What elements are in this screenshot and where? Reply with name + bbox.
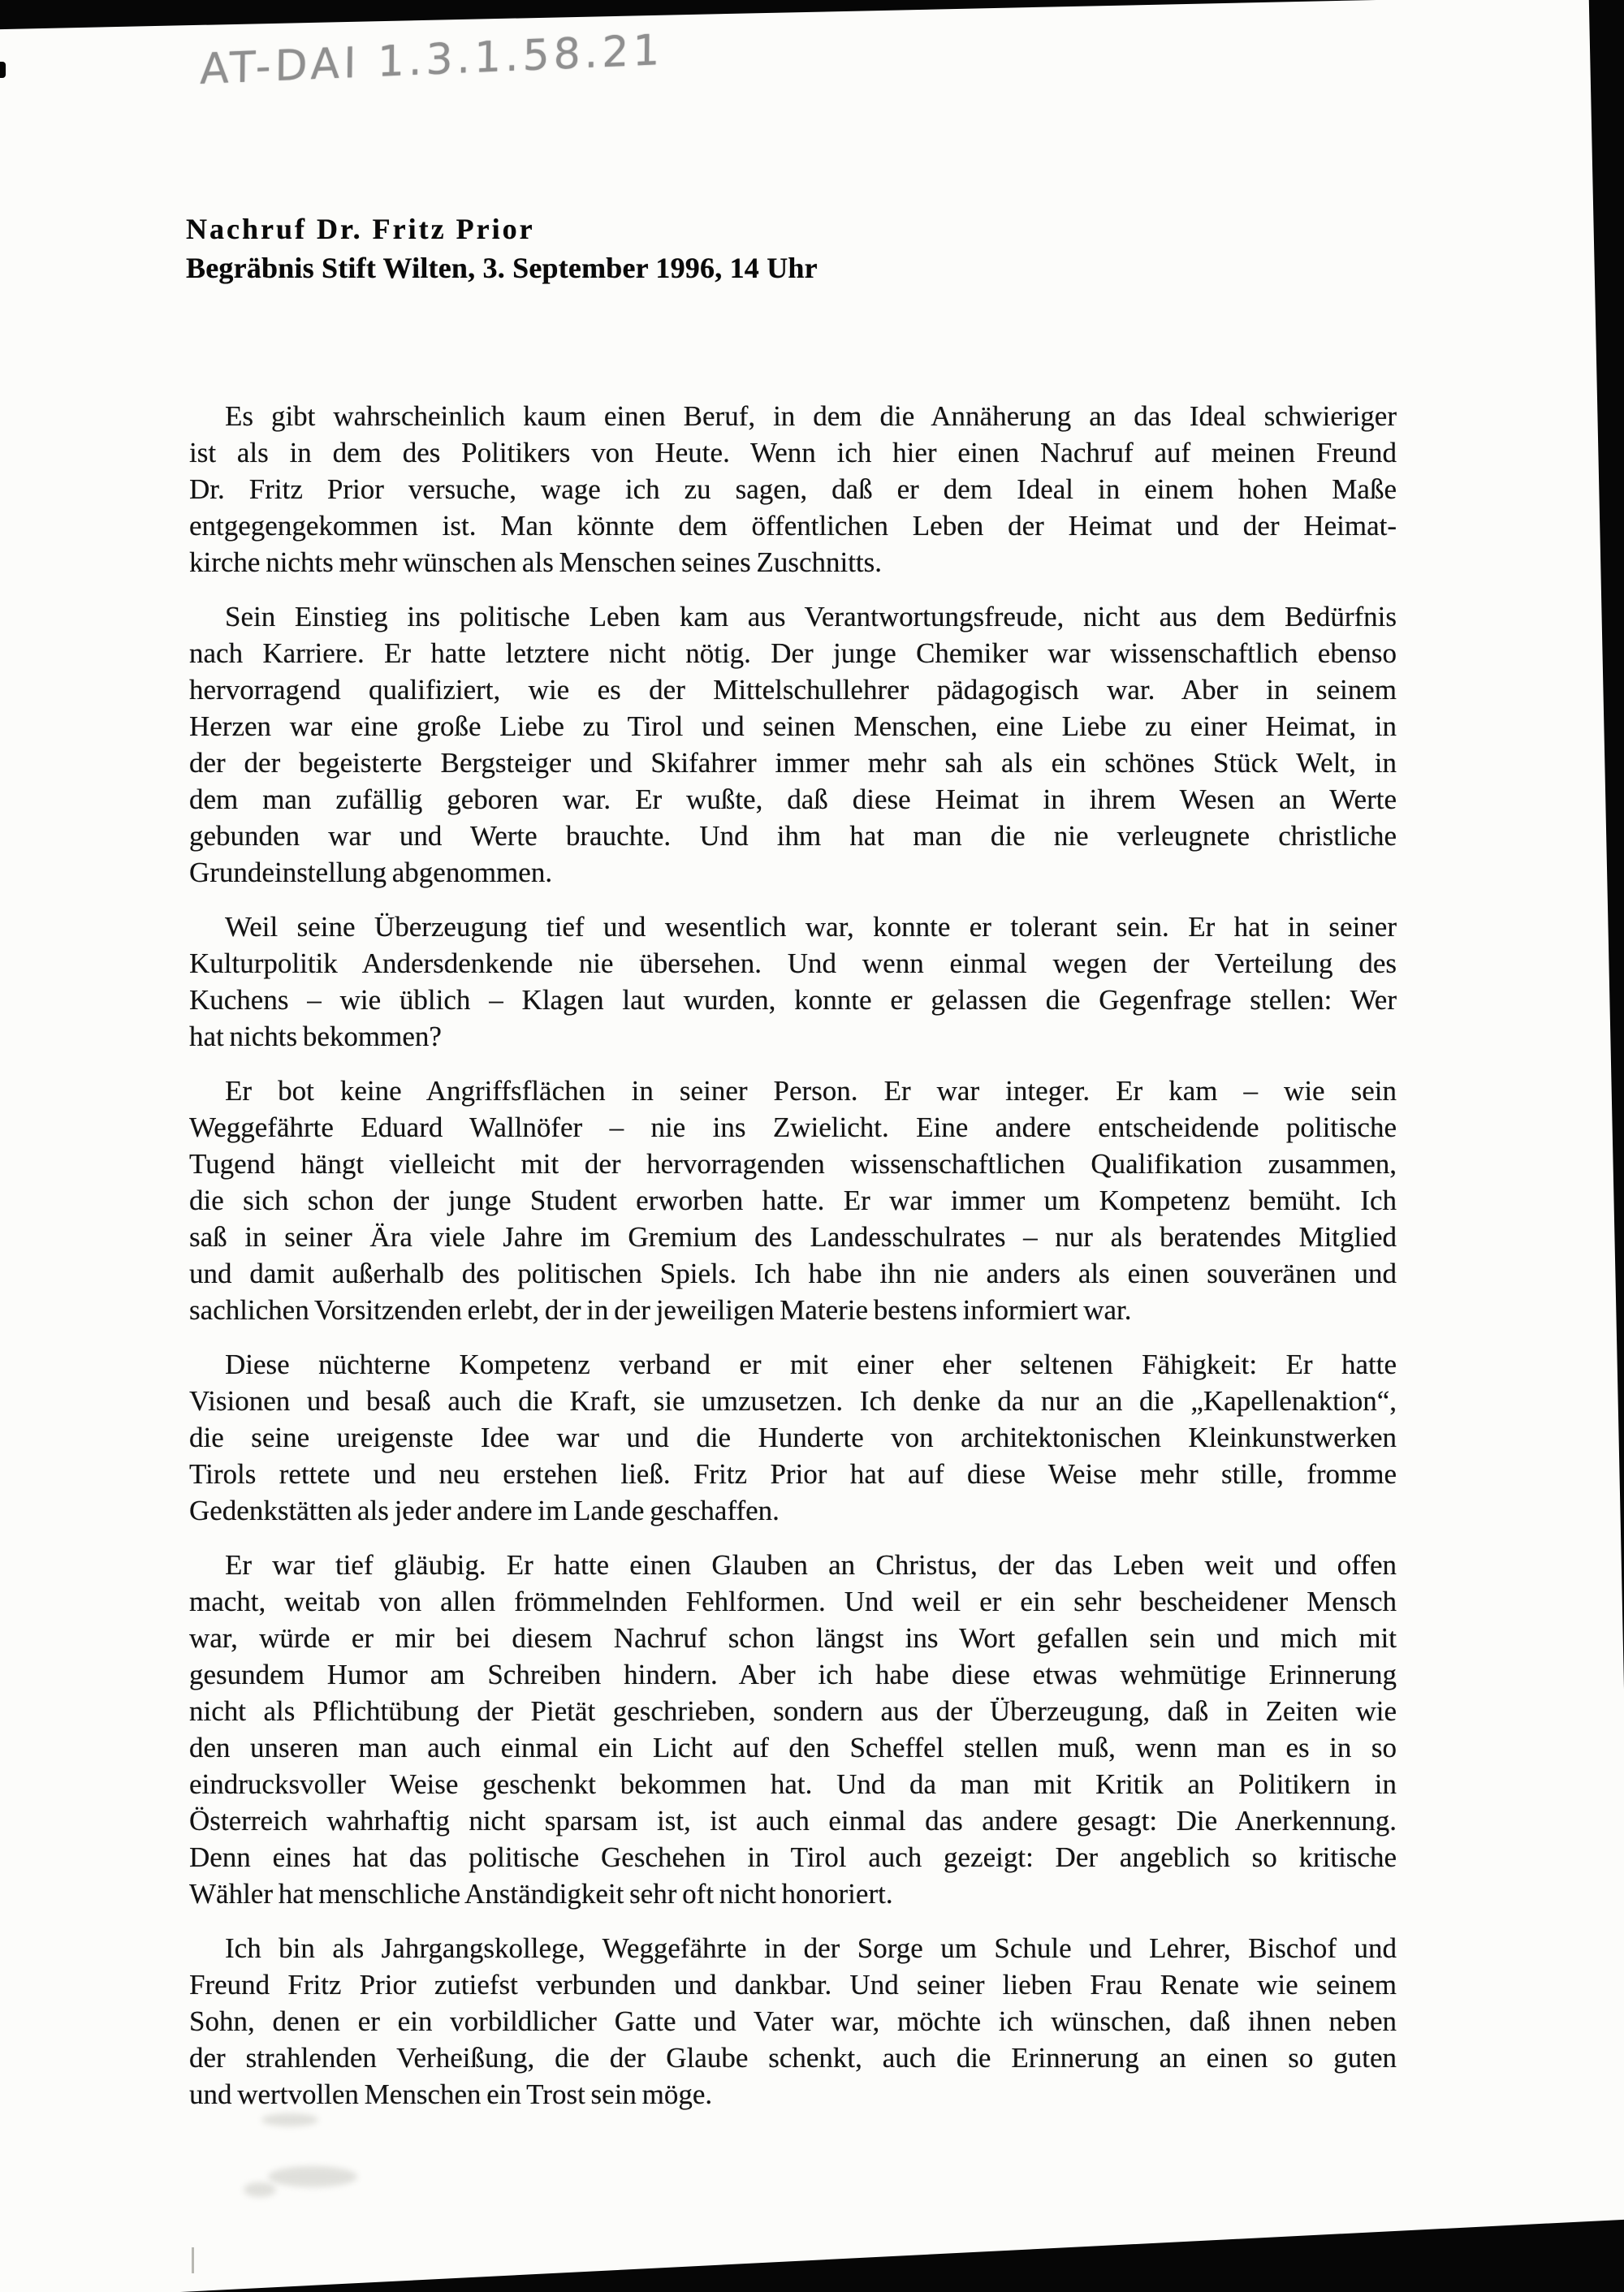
text-line: Sein Einstieg ins politische Leben kam aus Verantwortungsfreude, nicht aus dem Bedürfnis — [225, 601, 1397, 632]
text-line: Wähler hat menschliche Anständigkeit sehr oft nicht honoriert. — [189, 1878, 893, 1910]
eulogy-body — [189, 398, 1397, 2130]
scan-artifact-right-wedge — [1587, 0, 1624, 1689]
text-line: eindrucksvoller Weise geschenkt bekommen hat. Und da man mit Kritik an Politikern in — [189, 1768, 1397, 1800]
text-line: Er war tief gläubig. Er hatte einen Glauben an Christus, der das Leben weit und offen — [225, 1549, 1397, 1581]
text-line: hat nichts bekommen? — [189, 1021, 442, 1052]
text-line: Freund Fritz Prior zutiefst verbunden und dankbar. Und seiner lieben Frau Renate wie seinem — [189, 1969, 1397, 2001]
scan-artifact-scratch — [192, 2247, 194, 2273]
paragraph — [189, 1930, 1397, 2113]
document-header — [186, 209, 818, 287]
text-line: Er bot keine Angriffsflächen in seiner Person. Er war integer. Er kam – wie sein — [225, 1075, 1397, 1107]
scan-artifact-left-dot — [0, 62, 6, 78]
paragraph — [189, 909, 1397, 1055]
paragraph — [189, 398, 1397, 581]
text-line: Weggefährte Eduard Wallnöfer – nie ins Zwielicht. Eine andere entscheidende politische — [189, 1111, 1397, 1143]
text-line: nicht als Pflichtübung der Pietät geschrieben, sondern aus der Überzeugung, daß in Zeiten wie — [189, 1695, 1397, 1727]
text-line: Gedenkstätten als jeder andere im Lande geschaffen. — [189, 1495, 780, 1526]
text-line: Ich bin als Jahrgangskollege, Weggefährte in der Sorge um Schule und Lehrer, Bischof und — [225, 1932, 1397, 1964]
pencil-smudge — [244, 2182, 276, 2197]
text-line: Visionen und besaß auch die Kraft, sie umzusetzen. Ich denke da nur an die „Kapellenaktion“, — [189, 1385, 1397, 1417]
text-line: der der begeisterte Bergsteiger und Skifahrer immer mehr sah als ein schönes Stück Welt, in — [189, 747, 1397, 779]
text-line: Sohn, denen er ein vorbildlicher Gatte und Vater war, möchte ich wünschen, daß ihnen neben — [189, 2005, 1397, 2037]
paragraph — [189, 1346, 1397, 1529]
paragraph — [189, 598, 1397, 891]
document-title: Nachruf Dr. Fritz Prior — [186, 213, 535, 245]
text-line: Dr. Fritz Prior versuche, wage ich zu sagen, daß er dem Ideal in einem hohen Maße — [189, 473, 1397, 505]
paragraph — [189, 1547, 1397, 1912]
text-line: die seine ureigenste Idee war und die Hunderte von architektonischen Kleinkunstwerken — [189, 1422, 1397, 1453]
text-line: Denn eines hat das politische Geschehen in Tirol auch gezeigt: Der angeblich so kritische — [189, 1841, 1397, 1873]
text-line: nach Karriere. Er hatte letztere nicht nötig. Der junge Chemiker war wissenschaftlich ebenso — [189, 637, 1397, 669]
text-line: Tirols rettete und neu erstehen ließ. Fritz Prior hat auf diese Weise mehr stille, fromme — [189, 1458, 1397, 1490]
text-line: gebunden war und Werte brauchte. Und ihm hat man die nie verleugnete christliche — [189, 820, 1397, 852]
document-subtitle: Begräbnis Stift Wilten, 3. September 1996, 14 Uhr — [186, 252, 818, 284]
text-line: gesundem Humor am Schreiben hindern. Aber ich habe diese etwas wehmütige Erinnerung — [189, 1659, 1397, 1690]
text-line: sachlichen Vorsitzenden erlebt, der in der jeweiligen Materie bestens informiert war. — [189, 1294, 1132, 1326]
text-line: Diese nüchterne Kompetenz verband er mit einer eher seltenen Fähigkeit: Er hatte — [225, 1349, 1397, 1380]
pencil-smudge — [268, 2166, 357, 2187]
text-line: Grundeinstellung abgenommen. — [189, 857, 553, 888]
text-line: und wertvollen Menschen ein Trost sein möge. — [189, 2078, 713, 2110]
text-line: saß in seiner Ära viele Jahre im Gremium des Landesschulrates – nur als beratendes Mitglied — [189, 1221, 1397, 1253]
text-line: Es gibt wahrscheinlich kaum einen Beruf, in dem die Annäherung an das Ideal schwieriger — [225, 400, 1397, 432]
scan-artifact-bottom-wedge — [180, 2218, 1624, 2292]
scan-artifact-top-wedge — [0, 0, 1376, 31]
text-line: war, würde er mir bei diesem Nachruf schon längst ins Wort gefallen sein und mich mit — [189, 1622, 1397, 1654]
text-line: ist als in dem des Politikers von Heute. Wenn ich hier einen Nachruf auf meinen Freund — [189, 437, 1397, 468]
text-line: Herzen war eine große Liebe zu Tirol und seinen Menschen, eine Liebe zu einer Heimat, in — [189, 710, 1397, 742]
text-line: kirche nichts mehr wünschen als Menschen seines Zuschnitts. — [189, 546, 883, 578]
paragraph — [189, 1073, 1397, 1328]
text-line: Weil seine Überzeugung tief und wesentlich war, konnte er tolerant sein. Er hat in seiner — [225, 911, 1397, 943]
handwritten-archive-signature: AT-DAI 1.3.1.58.21 — [200, 25, 664, 94]
text-line: hervorragend qualifiziert, wie es der Mittelschullehrer pädagogisch war. Aber in seinem — [189, 674, 1397, 706]
text-line: Kuchens – wie üblich – Klagen laut wurden, konnte er gelassen die Gegenfrage stellen: Wer — [189, 984, 1397, 1016]
text-line: Kulturpolitik Andersdenkende nie übersehen. Und wenn einmal wegen der Verteilung des — [189, 947, 1397, 979]
text-line: macht, weitab von allen frömmelnden Fehlformen. Und weil er ein sehr bescheidener Mensch — [189, 1586, 1397, 1617]
text-line: Österreich wahrhaftig nicht sparsam ist, ist auch einmal das andere gesagt: Die Anerkennung. — [189, 1805, 1397, 1837]
text-line: die sich schon der junge Student erworben hatte. Er war immer um Kompetenz bemüht. Ich — [189, 1185, 1397, 1216]
text-line: und damit außerhalb des politischen Spiels. Ich habe ihn nie anders als einen souveränen und — [189, 1258, 1397, 1289]
text-line: der strahlenden Verheißung, die der Glaube schenkt, auch die Erinnerung an einen so guten — [189, 2042, 1397, 2074]
text-line: entgegengekommen ist. Man könnte dem öffentlichen Leben der Heimat und der Heimat- — [189, 510, 1397, 542]
text-line: den unseren man auch einmal ein Licht auf den Scheffel stellen muß, wenn man es in so — [189, 1732, 1397, 1763]
text-line: Tugend hängt vielleicht mit der hervorragenden wissenschaftlichen Qualifikation zusammen, — [189, 1148, 1397, 1180]
text-line: dem man zufällig geboren war. Er wußte, daß diese Heimat in ihrem Wesen an Werte — [189, 783, 1397, 815]
